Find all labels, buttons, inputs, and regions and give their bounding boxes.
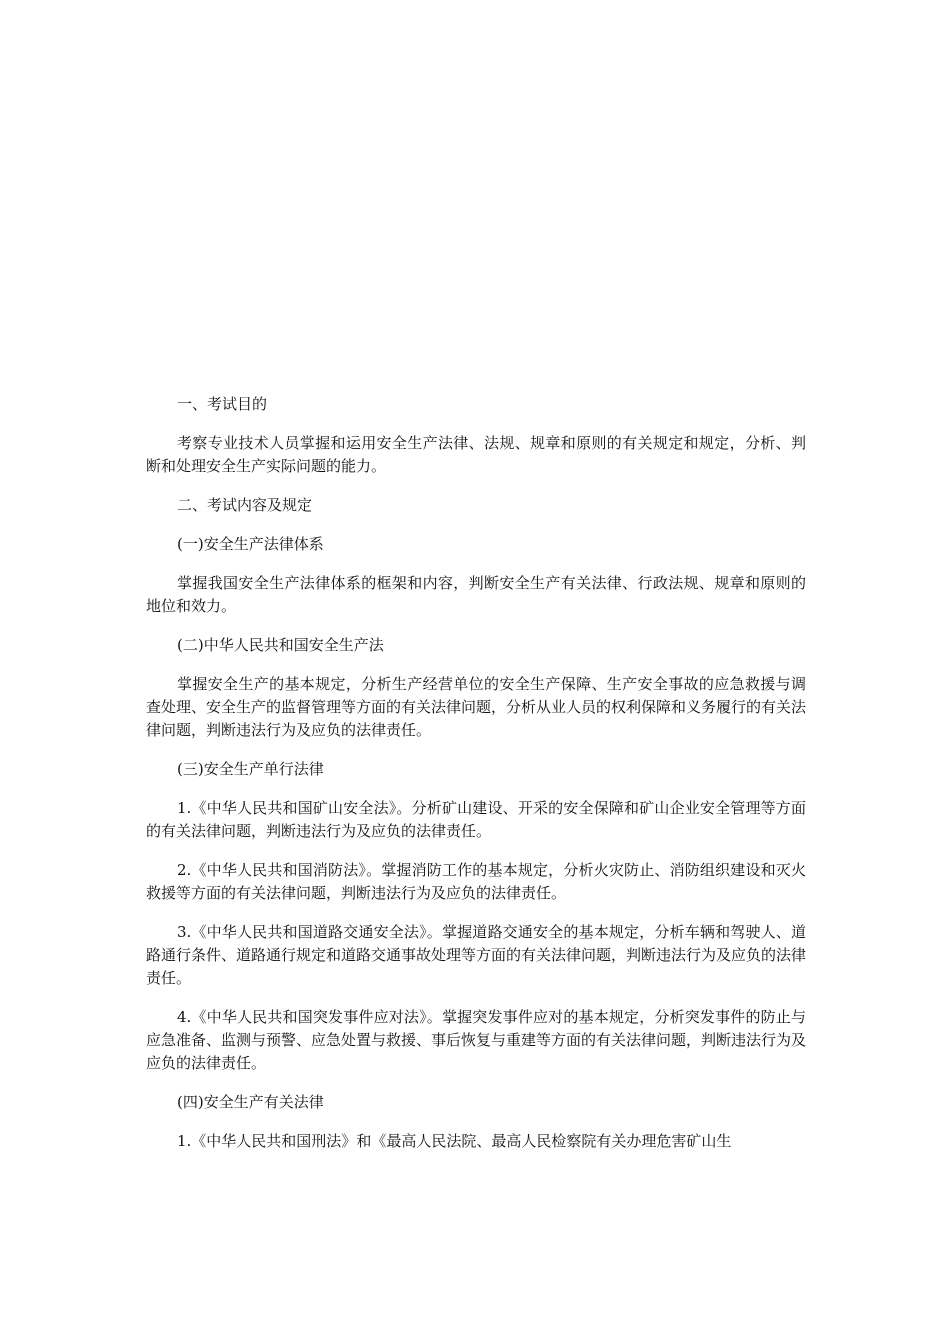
paragraph-work-safety-law: 掌握安全生产的基本规定，分析生产经营单位的安全生产保障、生产安全事故的应急救援与调查处理、安全生产的监督管理等方面的有关法律问题，分析从业人员的权利保障和义务履行的有关法律问题，判断违法行为及应负的法律责任。 [146,675,807,739]
paragraph-mine-safety-law: 1.《中华人民共和国矿山安全法》。分析矿山建设、开采的安全保障和矿山企业安全管理等方面的有关法律问题，判断违法行为及应负的法律责任。 [146,799,806,840]
subheading-legal-system: (一)安全生产法律体系 [177,535,324,553]
paragraph-criminal-law: 1.《中华人民共和国刑法》和《最高人民法院、最高人民检察院有关办理危害矿山生 [177,1132,732,1150]
section-heading-exam-purpose: 一、考试目的 [177,395,268,413]
subheading-single-laws: (三)安全生产单行法律 [177,760,324,778]
paragraph-legal-system: 掌握我国安全生产法律体系的框架和内容，判断安全生产有关法律、行政法规、规章和原则的地位和效力。 [146,574,806,615]
paragraph-exam-purpose: 考察专业技术人员掌握和运用安全生产法律、法规、规章和原则的有关规定和规定，分析、判断和处理安全生产实际问题的能力。 [146,434,806,475]
paragraph-road-traffic-law: 3.《中华人民共和国道路交通安全法》。掌握道路交通安全的基本规定，分析车辆和驾驶人、道路通行条件、道路通行规定和道路交通事故处理等方面的有关法律问题，判断违法行为及应负的法律责任。 [146,923,807,987]
document-body [146,393,806,1169]
subheading-related-laws: (四)安全生产有关法律 [177,1093,324,1111]
subheading-work-safety-law: (二)中华人民共和国安全生产法 [177,636,384,654]
section-heading-exam-content: 二、考试内容及规定 [177,496,313,514]
paragraph-emergency-response-law: 4.《中华人民共和国突发事件应对法》。掌握突发事件应对的基本规定，分析突发事件的防止与应急准备、监测与预警、应急处置与救援、事后恢复与重建等方面的有关法律问题，判断违法行为及应负的法律责任。 [146,1008,807,1072]
paragraph-fire-protection-law: 2.《中华人民共和国消防法》。掌握消防工作的基本规定，分析火灾防止、消防组织建设和灭火救援等方面的有关法律问题，判断违法行为及应负的法律责任。 [146,861,806,902]
